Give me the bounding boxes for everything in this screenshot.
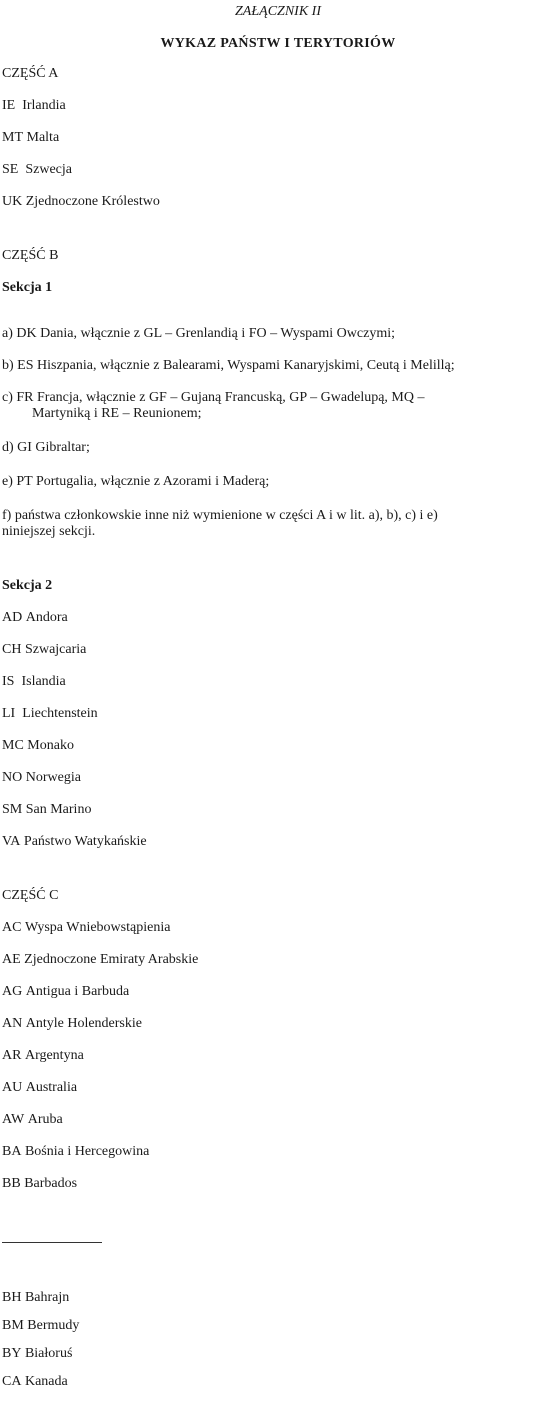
country-name: Szwecja <box>25 162 72 177</box>
country-code: BB <box>2 1176 21 1191</box>
country-code: AN <box>2 1016 23 1031</box>
country-code: SE <box>2 162 19 177</box>
country-code: AE <box>2 952 21 967</box>
item-text: a) DK Dania, włącznie z GL – Grenlandią i FO – Wyspami Owczymi; <box>2 326 395 341</box>
country-code: LI <box>2 706 16 721</box>
list-item <box>2 642 86 658</box>
country-name: Islandia <box>21 674 66 689</box>
item-text: c) FR Francja, włącznie z GF – Gujaną Francuską, GP – Gwadelupą, MQ – <box>2 390 425 405</box>
list-item <box>2 920 170 936</box>
list-item <box>2 130 59 146</box>
country-code: AU <box>2 1080 23 1095</box>
country-name: Barbados <box>24 1176 78 1191</box>
list-item <box>2 1080 77 1096</box>
country-name: Zjednoczone Królestwo <box>25 194 160 209</box>
country-code: MT <box>2 130 23 145</box>
list-item <box>2 1318 79 1334</box>
item-continuation: Martyniką i RE – Reunionem; <box>32 406 202 421</box>
country-name: Norwegia <box>25 770 81 785</box>
country-code: AR <box>2 1048 22 1063</box>
list-item <box>2 440 556 456</box>
country-name: Bahrajn <box>24 1290 70 1305</box>
list-item <box>2 1176 77 1192</box>
list-item <box>2 508 556 540</box>
list-item <box>2 1346 72 1362</box>
country-name: Irlandia <box>22 98 66 113</box>
country-code: VA <box>2 834 21 849</box>
country-name: Aruba <box>27 1112 63 1127</box>
country-name: Państwo Watykańskie <box>23 834 147 849</box>
list-item <box>2 1112 63 1128</box>
country-name: Liechtenstein <box>22 706 98 721</box>
country-code: CA <box>2 1374 22 1389</box>
list-item <box>2 358 556 374</box>
section-2-heading: Sekcja 2 <box>2 578 53 593</box>
item-text: f) państwa członkowskie inne niż wymienione w części A i w lit. a), b), c) i e) <box>2 508 438 523</box>
list-item <box>2 1290 69 1306</box>
country-code: BM <box>2 1318 24 1333</box>
part-a-heading: CZĘŚĆ A <box>2 66 59 81</box>
list-item <box>2 802 91 818</box>
item-text: d) GI Gibraltar; <box>2 440 90 455</box>
list-item <box>2 390 556 422</box>
list-item <box>2 98 66 114</box>
list-item <box>2 194 160 210</box>
section-1-heading: Sekcja 1 <box>2 280 53 295</box>
list-item <box>2 952 198 968</box>
list-item <box>2 474 556 490</box>
country-name: Australia <box>25 1080 78 1095</box>
country-name: Antyle Holenderskie <box>25 1016 142 1031</box>
list-item <box>2 674 66 690</box>
country-code: AC <box>2 920 22 935</box>
list-item <box>2 706 98 722</box>
country-name: Malta <box>26 130 60 145</box>
item-continuation: niniejszej sekcji. <box>2 524 96 539</box>
country-name: Andora <box>25 610 68 625</box>
country-code: BA <box>2 1144 22 1159</box>
list-item <box>2 610 68 626</box>
country-name: Monako <box>27 738 74 753</box>
country-code: AD <box>2 610 23 625</box>
list-item <box>2 1016 142 1032</box>
country-code: IS <box>2 674 15 689</box>
country-code: BH <box>2 1290 22 1305</box>
country-code: CH <box>2 642 22 657</box>
country-code: SM <box>2 802 23 817</box>
country-code: NO <box>2 770 23 785</box>
country-code: MC <box>2 738 24 753</box>
list-item <box>2 834 147 850</box>
list-item <box>2 326 556 342</box>
list-item <box>2 1144 149 1160</box>
item-text: b) ES Hiszpania, włącznie z Balearami, Wyspami Kanaryjskimi, Ceutą i Melillą; <box>2 358 455 373</box>
annex-label: ZAŁĄCZNIK II <box>235 4 321 19</box>
country-name: Wyspa Wniebowstąpienia <box>24 920 171 935</box>
country-code: UK <box>2 194 23 209</box>
country-name: Bośnia i Hercegowina <box>24 1144 150 1159</box>
country-name: Kanada <box>24 1374 68 1389</box>
list-item <box>2 770 81 786</box>
country-code: AW <box>2 1112 25 1127</box>
country-code: BY <box>2 1346 22 1361</box>
country-name: San Marino <box>25 802 92 817</box>
country-name: Białoruś <box>24 1346 73 1361</box>
document-title: WYKAZ PAŃSTW I TERYTORIÓW <box>160 36 396 51</box>
country-name: Bermudy <box>27 1318 80 1333</box>
country-name: Argentyna <box>24 1048 84 1063</box>
country-name: Antigua i Barbuda <box>25 984 130 999</box>
country-code: AG <box>2 984 23 999</box>
page-break-rule <box>2 1242 102 1243</box>
list-item <box>2 738 74 754</box>
list-item <box>2 1374 68 1390</box>
list-item <box>2 1048 84 1064</box>
list-item <box>2 162 72 178</box>
part-b-heading: CZĘŚĆ B <box>2 248 59 263</box>
part-c-heading: CZĘŚĆ C <box>2 888 59 903</box>
country-name: Zjednoczone Emiraty Arabskie <box>24 952 199 967</box>
country-name: Szwajcaria <box>24 642 87 657</box>
country-code: IE <box>2 98 16 113</box>
item-text: e) PT Portugalia, włącznie z Azorami i Maderą; <box>2 474 270 489</box>
list-item <box>2 984 129 1000</box>
